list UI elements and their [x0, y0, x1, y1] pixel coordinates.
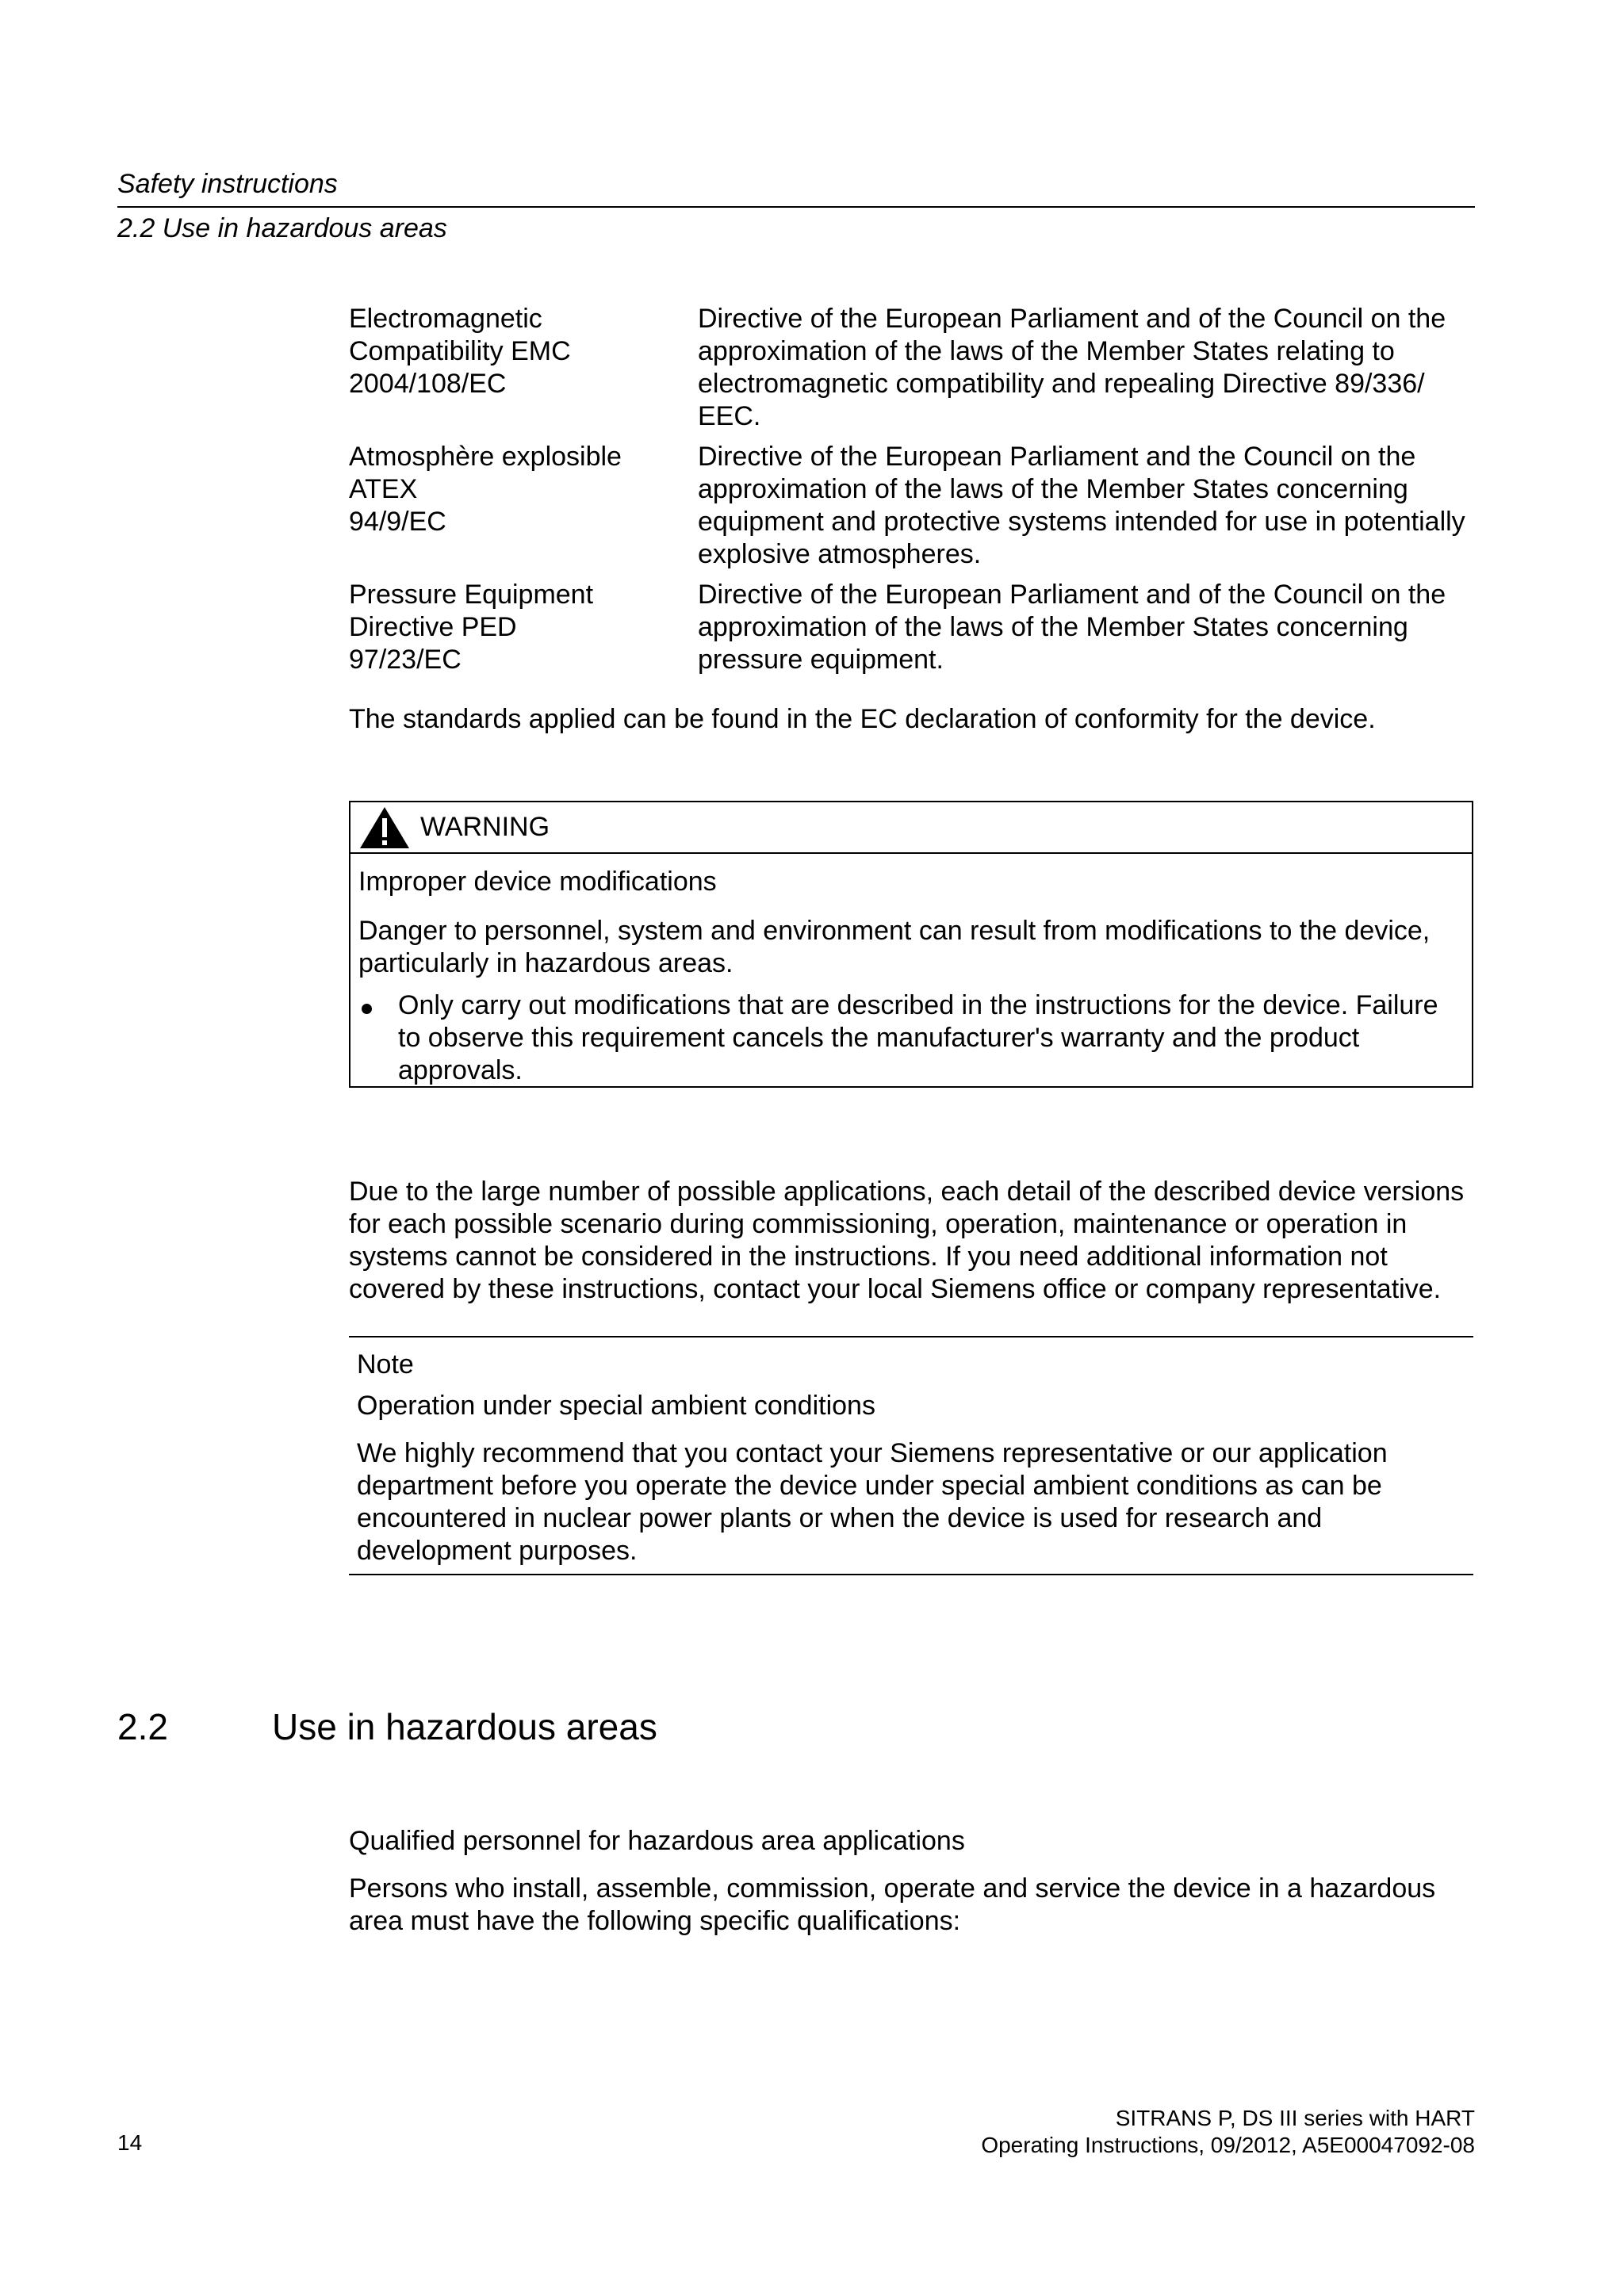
section-number: 2.2: [117, 1706, 168, 1747]
warning-bullet-line: to observe this requirement cancels the manufacturer's warranty and the product: [398, 1023, 1360, 1053]
applications-paragraph: [349, 1176, 1464, 1306]
directive-name-line: Pressure Equipment: [349, 580, 594, 610]
directive-desc-line: EEC.: [698, 401, 761, 431]
applications-line: Due to the large number of possible applications, each detail of the described device versions: [349, 1177, 1465, 1207]
directive-desc-line: Directive of the European Parliament and the Council on the: [698, 442, 1416, 472]
directive-description: [698, 441, 1475, 571]
running-header-section: 2.2 Use in hazardous areas: [117, 213, 447, 243]
note-body-line: development purposes.: [357, 1536, 638, 1566]
warning-title: WARNING: [420, 812, 550, 842]
note-body-line: encountered in nuclear power plants or when the device is used for research and: [357, 1503, 1323, 1533]
warning-bullet-line: approvals.: [398, 1055, 523, 1085]
applications-line: systems cannot be considered in the instructions. If you need additional information not: [349, 1242, 1388, 1272]
warning-subtitle: Improper device modifications: [358, 867, 717, 897]
directive-name-line: 94/9/EC: [349, 507, 446, 537]
directive-desc-line: Directive of the European Parliament and of the Council on the: [698, 580, 1446, 610]
directive-desc-line: approximation of the laws of the Member States concerning: [698, 474, 1408, 504]
standards-paragraph: The standards applied can be found in the EC declaration of conformity for the device.: [349, 704, 1376, 734]
footer-product: SITRANS P, DS III series with HART: [1115, 2106, 1475, 2130]
directive-description: [698, 579, 1475, 676]
directive-desc-line: approximation of the laws of the Member States relating to: [698, 336, 1395, 366]
warning-body-line: particularly in hazardous areas.: [358, 948, 733, 978]
directive-row-ped: [349, 579, 1475, 676]
directive-name-line: Electromagnetic: [349, 304, 542, 334]
directive-row-atex: [349, 441, 1475, 571]
note-title: Operation under special ambient conditions: [357, 1391, 875, 1421]
warning-header: [350, 802, 1472, 854]
warning-bullet-item: [398, 989, 1438, 1087]
note-body-line: We highly recommend that you contact your Siemens representative or our application: [357, 1438, 1388, 1468]
section-body-line: Persons who install, assemble, commission, operate and service the device in a hazardous: [349, 1873, 1436, 1904]
directive-desc-line: equipment and protective systems intended for use in potentially: [698, 507, 1465, 537]
directive-desc-line: pressure equipment.: [698, 645, 944, 675]
running-header-chapter: Safety instructions: [117, 169, 338, 199]
directive-row-emc: [349, 303, 1475, 433]
warning-triangle-icon: [358, 806, 411, 850]
directive-name-line: Compatibility EMC: [349, 336, 571, 366]
section-title: Use in hazardous areas: [272, 1706, 657, 1747]
footer-doc-info: Operating Instructions, 09/2012, A5E00047092-08: [981, 2133, 1475, 2157]
directive-name: [349, 579, 698, 676]
directive-desc-line: Directive of the European Parliament and of the Council on the: [698, 304, 1446, 334]
section-body: [349, 1873, 1435, 1938]
directive-name-line: 2004/108/EC: [349, 369, 507, 399]
applications-line: covered by these instructions, contact your local Siemens office or company representative.: [349, 1274, 1442, 1304]
directive-name-line: Atmosphère explosible: [349, 442, 622, 472]
applications-line: for each possible scenario during commissioning, operation, maintenance or operation in: [349, 1209, 1408, 1239]
section-body-line: area must have the following specific qualifications:: [349, 1906, 961, 1936]
directive-name: [349, 441, 698, 571]
bullet-icon: [362, 1004, 372, 1014]
warning-bullet-line: Only carry out modifications that are described in the instructions for the device. Failure: [398, 990, 1438, 1020]
directive-description: [698, 303, 1475, 433]
directive-name-line: ATEX: [349, 474, 418, 504]
warning-box: [349, 801, 1473, 1088]
directive-name-line: Directive PED: [349, 612, 517, 642]
warning-body: [358, 915, 1430, 980]
directive-desc-line: explosive atmospheres.: [698, 539, 982, 569]
note-body: [357, 1437, 1388, 1567]
note-label: Note: [357, 1349, 414, 1380]
directive-desc-line: approximation of the laws of the Member States concerning: [698, 612, 1408, 642]
section-subheading: Qualified personnel for hazardous area applications: [349, 1826, 965, 1856]
note-box: [349, 1336, 1473, 1575]
directive-desc-line: electromagnetic compatibility and repealing Directive 89/336/: [698, 369, 1425, 399]
directives-table: [349, 303, 1475, 684]
page-number: 14: [117, 2130, 143, 2155]
note-body-line: department before you operate the device under special ambient conditions as can be: [357, 1471, 1382, 1501]
directive-name: [349, 303, 698, 433]
directive-name-line: 97/23/EC: [349, 645, 462, 675]
warning-body-line: Danger to personnel, system and environment can result from modifications to the device,: [358, 916, 1431, 946]
header-divider: [117, 206, 1475, 208]
